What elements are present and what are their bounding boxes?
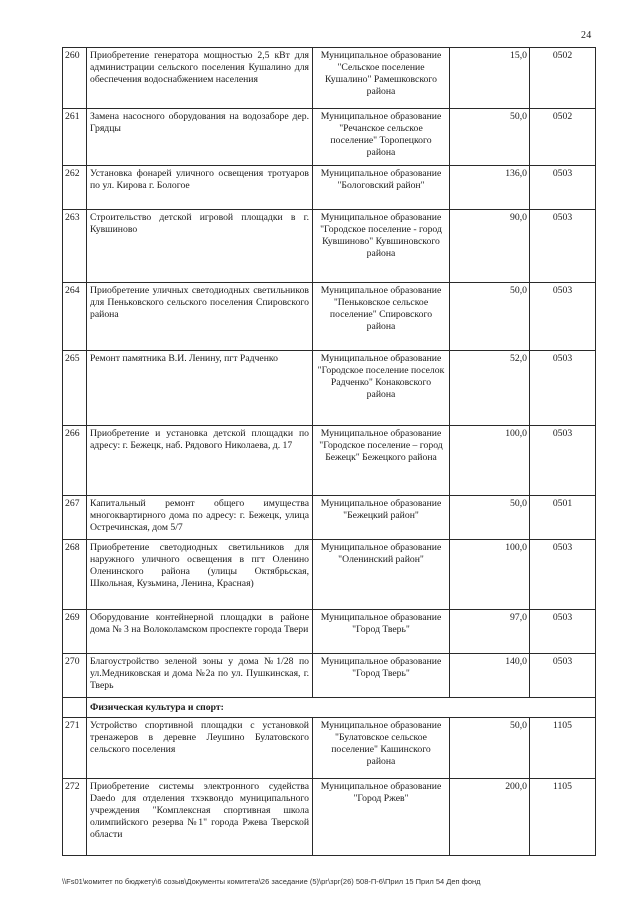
- row-municipality: Муниципальное образование "Город Тверь": [313, 654, 450, 698]
- row-budget-code: 0503: [530, 283, 596, 351]
- row-municipality: Муниципальное образование "Бологовский район": [313, 166, 450, 210]
- row-budget-code: 0503: [530, 426, 596, 496]
- row-municipality: Муниципальное образование "Сельское поселение Кушалино" Рамешковского района: [313, 48, 450, 109]
- section-header-row: [63, 698, 596, 718]
- row-amount: 140,0: [450, 654, 530, 698]
- row-amount: 50,0: [450, 717, 530, 778]
- row-number: 269: [63, 610, 87, 654]
- row-description: Ремонт памятника В.И. Ленину, пгт Радченко: [87, 351, 313, 426]
- row-number: 266: [63, 426, 87, 496]
- row-description: Приобретение светодиодных светильников для наружного уличного освещения в пгт Оленино Оленинского района (улицы Октябрьская, Школьная, Кузьмина, Ленина, Красная): [87, 540, 313, 610]
- row-amount: 52,0: [450, 351, 530, 426]
- row-number: 272: [63, 778, 87, 855]
- table-row: [63, 717, 596, 778]
- row-municipality: Муниципальное образование "Город Ржев": [313, 778, 450, 855]
- row-description: Приобретение системы электронного судейства Daedo для отделения тхэквондо муниципального учреждения "Комплексная спортивная школа олимпийского резерва №1" города Ржева Тверской области: [87, 778, 313, 855]
- row-budget-code: 0502: [530, 48, 596, 109]
- row-number: 264: [63, 283, 87, 351]
- row-number: 267: [63, 496, 87, 540]
- row-budget-code: 0502: [530, 109, 596, 166]
- table-row: [63, 778, 596, 855]
- row-number: 261: [63, 109, 87, 166]
- row-amount: 50,0: [450, 496, 530, 540]
- section-title: Физическая культура и спорт:: [87, 698, 596, 718]
- table-row: [63, 166, 596, 210]
- footer-file-path: \\Fs01\комитет по бюджету\6 созыв\Документы комитета\26 заседание (5)\рг\зрг(26) 508-П-6\Прил 15 Прил 54 Деп фонд: [62, 877, 481, 886]
- table-row: [63, 540, 596, 610]
- row-description: Капитальный ремонт общего имущества многоквартирного дома по адресу: г. Бежецк, улица Остречинская, дом 5/7: [87, 496, 313, 540]
- row-description: Установка фонарей уличного освещения тротуаров по ул. Кирова г. Бологое: [87, 166, 313, 210]
- row-municipality: Муниципальное образование "Городское поселение поселок Радченко" Конаковского района: [313, 351, 450, 426]
- row-number: 263: [63, 210, 87, 283]
- row-amount: 50,0: [450, 109, 530, 166]
- row-amount: 97,0: [450, 610, 530, 654]
- row-amount: 50,0: [450, 283, 530, 351]
- table-row: [63, 426, 596, 496]
- row-amount: 90,0: [450, 210, 530, 283]
- row-municipality: Муниципальное образование "Бежецкий район": [313, 496, 450, 540]
- row-description: Устройство спортивной площадки с установкой тренажеров в деревне Леушино Булатовского сельского поселения: [87, 717, 313, 778]
- row-municipality: Муниципальное образование "Городское поселение – город Бежецк" Бежецкого района: [313, 426, 450, 496]
- table-row: [63, 283, 596, 351]
- row-description: Благоустройство зеленой зоны у дома №1/28 по ул.Медниковская и дома №2а по ул. Пушкинская, г. Тверь: [87, 654, 313, 698]
- row-budget-code: 0503: [530, 654, 596, 698]
- row-budget-code: 0501: [530, 496, 596, 540]
- table-row: [63, 351, 596, 426]
- row-budget-code: 1105: [530, 717, 596, 778]
- row-municipality: Муниципальное образование "Булатовское сельское поселение" Кашинского района: [313, 717, 450, 778]
- row-amount: 100,0: [450, 426, 530, 496]
- row-budget-code: 0503: [530, 540, 596, 610]
- row-budget-code: 0503: [530, 351, 596, 426]
- page-number: 24: [581, 30, 592, 41]
- table-row: [63, 109, 596, 166]
- table-row: [63, 654, 596, 698]
- row-description: Замена насосного оборудования на водозаборе дер. Грядцы: [87, 109, 313, 166]
- section-number-cell: [63, 698, 87, 718]
- row-municipality: Муниципальное образование "Пеньковское сельское поселение" Спировского района: [313, 283, 450, 351]
- row-number: 265: [63, 351, 87, 426]
- appropriations-table: [62, 47, 596, 856]
- row-budget-code: 1105: [530, 778, 596, 855]
- row-number: 262: [63, 166, 87, 210]
- row-description: Приобретение генератора мощностью 2,5 кВт для администрации сельского поселения Кушалино для обеспечения водоснабжением населения: [87, 48, 313, 109]
- row-number: 271: [63, 717, 87, 778]
- table-row: [63, 48, 596, 109]
- table-row: [63, 496, 596, 540]
- row-municipality: Муниципальное образование "Городское поселение - город Кувшиново" Кувшиновского района: [313, 210, 450, 283]
- row-amount: 100,0: [450, 540, 530, 610]
- row-number: 270: [63, 654, 87, 698]
- table-row: [63, 210, 596, 283]
- row-municipality: Муниципальное образование "Речанское сельское поселение" Торопецкого района: [313, 109, 450, 166]
- row-budget-code: 0503: [530, 166, 596, 210]
- row-municipality: Муниципальное образование "Город Тверь": [313, 610, 450, 654]
- row-amount: 200,0: [450, 778, 530, 855]
- table-row: [63, 610, 596, 654]
- row-description: Приобретение и установка детской площадки по адресу: г. Бежецк, наб. Рядового Николаева, д. 17: [87, 426, 313, 496]
- row-number: 260: [63, 48, 87, 109]
- row-description: Приобретение уличных светодиодных светильников для Пеньковского сельского поселения Спировского района: [87, 283, 313, 351]
- row-municipality: Муниципальное образование "Оленинский район": [313, 540, 450, 610]
- row-budget-code: 0503: [530, 210, 596, 283]
- row-amount: 15,0: [450, 48, 530, 109]
- row-description: Строительство детской игровой площадки в г. Кувшиново: [87, 210, 313, 283]
- row-number: 268: [63, 540, 87, 610]
- row-description: Оборудование контейнерной площадки в районе дома № 3 на Волоколамском проспекте города Твери: [87, 610, 313, 654]
- row-budget-code: 0503: [530, 610, 596, 654]
- row-amount: 136,0: [450, 166, 530, 210]
